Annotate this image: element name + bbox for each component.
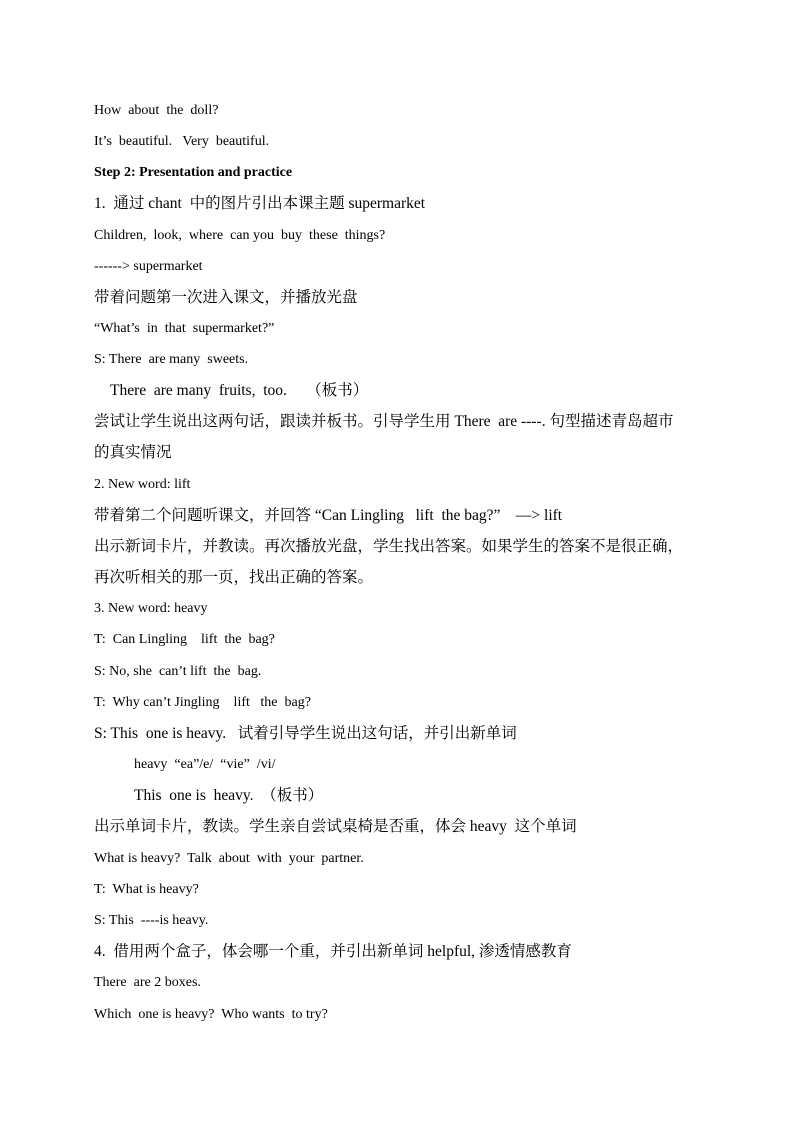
- text-line: S: There are many sweets.: [94, 352, 249, 367]
- text-line: What is heavy? Talk about with your partner.: [94, 851, 364, 866]
- text-line: S: No, she can’t lift the bag.: [94, 664, 262, 679]
- text-line: T: Why can’t Jingling lift the bag?: [94, 695, 311, 710]
- text-line: Which one is heavy? Who wants to try?: [94, 1007, 328, 1022]
- text-line: 带着问题第一次进入课文，并播放光盘: [94, 289, 358, 306]
- text-line: 尝试让学生说出这两句话，跟读并板书。引导学生用 There are ----. 句型描述青岛超市: [94, 413, 674, 430]
- text-line: heavy “ea”/e/ “vie” /vi/: [134, 757, 276, 772]
- text-line: 出示单词卡片，教读。学生亲自尝试桌椅是否重，体会 heavy 这个单词: [94, 818, 577, 835]
- text-line: How about the doll?: [94, 103, 219, 118]
- text-line: S: This ----is heavy.: [94, 913, 209, 928]
- text-line: 1. 通过 chant 中的图片引出本课主题 supermarket: [94, 195, 426, 212]
- text-line: 4. 借用两个盒子，体会哪一个重，并引出新单词 helpful, 渗透情感教育: [94, 943, 572, 960]
- text-line: 的真实情况: [94, 444, 172, 461]
- text-line: 3. New word: heavy: [94, 601, 208, 616]
- text-line: Children, look, where can you buy these things?: [94, 228, 386, 243]
- text-line: 再次听相关的那一页，找出正确的答案。: [94, 569, 374, 586]
- text-line: This one is heavy. （板书）: [134, 787, 324, 804]
- section-heading: Step 2: Presentation and practice: [94, 165, 293, 180]
- text-line: T: What is heavy?: [94, 882, 199, 897]
- text-line: “What’s in that supermarket?”: [94, 321, 275, 336]
- text-line: There are 2 boxes.: [94, 975, 201, 990]
- text-line: 出示新词卡片，并教读。再次播放光盘，学生找出答案。如果学生的答案不是很正确，: [94, 538, 684, 555]
- text-line: ------> supermarket: [94, 259, 203, 274]
- text-line: S: This one is heavy. 试着引导学生说出这句话，并引出新单词: [94, 725, 517, 742]
- text-line: 带着第二个问题听课文，并回答 “Can Lingling lift the bag?” —> lift: [94, 507, 563, 524]
- text-line: T: Can Lingling lift the bag?: [94, 632, 275, 647]
- text-line: 2. New word: lift: [94, 477, 191, 492]
- text-line: There are many fruits, too. （板书）: [110, 382, 369, 399]
- text-line: It’s beautiful. Very beautiful.: [94, 134, 270, 149]
